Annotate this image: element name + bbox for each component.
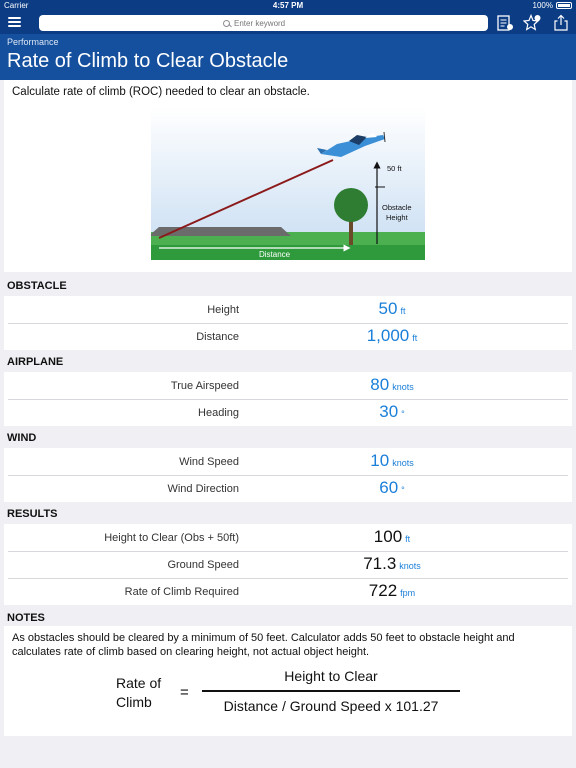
row-true-airspeed[interactable]	[4, 372, 572, 399]
airplane-panel	[4, 372, 572, 426]
page-header	[0, 34, 576, 80]
field-label: Rate of Climb Required	[124, 586, 239, 598]
field-label: Distance	[196, 331, 239, 343]
favorite-star-icon[interactable]	[523, 14, 541, 32]
true-airspeed-input[interactable]: 80 knots	[370, 375, 414, 394]
navigation-bar	[0, 12, 576, 34]
section-title-wind: WIND	[7, 432, 37, 444]
row-obstacle-height[interactable]	[4, 296, 572, 323]
wind-speed-input[interactable]: 10 knots	[370, 451, 414, 470]
field-label: True Airspeed	[170, 380, 239, 392]
hamburger-menu-icon[interactable]	[8, 17, 21, 27]
wind-direction-input[interactable]: 60 °	[379, 478, 405, 497]
row-ground-speed	[4, 551, 572, 578]
section-title-results: RESULTS	[7, 508, 58, 520]
field-label: Height	[207, 304, 239, 316]
row-heading[interactable]	[4, 399, 572, 426]
field-label: Ground Speed	[167, 559, 239, 571]
battery-icon	[556, 2, 572, 9]
field-label: Heading	[198, 407, 239, 419]
section-title-notes: NOTES	[7, 612, 45, 624]
notes-icon[interactable]	[496, 14, 514, 32]
section-title-obstacle: OBSTACLE	[7, 280, 67, 292]
section-title-airplane: AIRPLANE	[7, 356, 64, 368]
search-icon	[223, 20, 230, 27]
obstacle-distance-input[interactable]: 1,000 ft	[366, 326, 418, 345]
row-wind-direction[interactable]	[4, 475, 572, 502]
label-distance: Distance	[259, 250, 291, 259]
formula-denominator: Distance / Ground Speed x 101.27	[223, 698, 439, 714]
rate-of-climb-value: 722 fpm	[368, 581, 416, 600]
tree-icon	[334, 188, 368, 222]
battery-indicator	[533, 1, 572, 10]
height-to-clear-value: 100 ft	[373, 527, 411, 546]
field-label: Height to Clear (Obs + 50ft)	[104, 532, 239, 544]
row-rate-of-climb	[4, 578, 572, 605]
notes-panel	[4, 626, 572, 736]
formula-lhs: Rate of Climb	[116, 675, 162, 710]
roc-formula	[4, 666, 572, 731]
results-panel	[4, 524, 572, 605]
breadcrumb[interactable]: Performance	[7, 37, 59, 47]
formula-numerator: Height to Clear	[284, 668, 378, 684]
battery-percent: 100%	[532, 1, 553, 10]
row-wind-speed[interactable]	[4, 448, 572, 475]
label-obstacle: Obstacle	[382, 203, 412, 212]
field-label: Wind Direction	[167, 483, 239, 495]
status-bar	[0, 0, 576, 12]
row-obstacle-distance[interactable]	[4, 323, 572, 350]
ground-speed-value: 71.3 knots	[363, 554, 421, 573]
label-height: Height	[386, 213, 408, 222]
obstacle-diagram	[151, 107, 425, 260]
obstacle-height-input[interactable]: 50 ft	[378, 299, 406, 318]
field-label: Wind Speed	[179, 456, 239, 468]
calculator-description: Calculate rate of climb (ROC) needed to clear an obstacle.	[12, 86, 310, 98]
share-icon[interactable]	[552, 14, 570, 32]
intro-panel	[4, 80, 572, 272]
formula-equals: =	[180, 684, 189, 701]
fraction-bar	[202, 690, 460, 692]
carrier-label: Carrier	[4, 1, 29, 10]
page-title: Rate of Climb to Clear Obstacle	[7, 50, 289, 72]
search-bar[interactable]	[39, 15, 488, 31]
obstacle-panel	[4, 296, 572, 350]
row-height-to-clear	[4, 524, 572, 551]
search-input[interactable]	[234, 19, 304, 28]
clock: 4:57 PM	[272, 1, 304, 10]
wind-panel	[4, 448, 572, 502]
notes-text: As obstacles should be cleared by a minimum of 50 feet. Calculator adds 50 feet to obstacle height and calculates rate of climb based on clearing height, not actual object height.	[12, 632, 515, 658]
label-50ft: 50 ft	[387, 164, 402, 173]
heading-input[interactable]: 30 °	[379, 402, 405, 421]
